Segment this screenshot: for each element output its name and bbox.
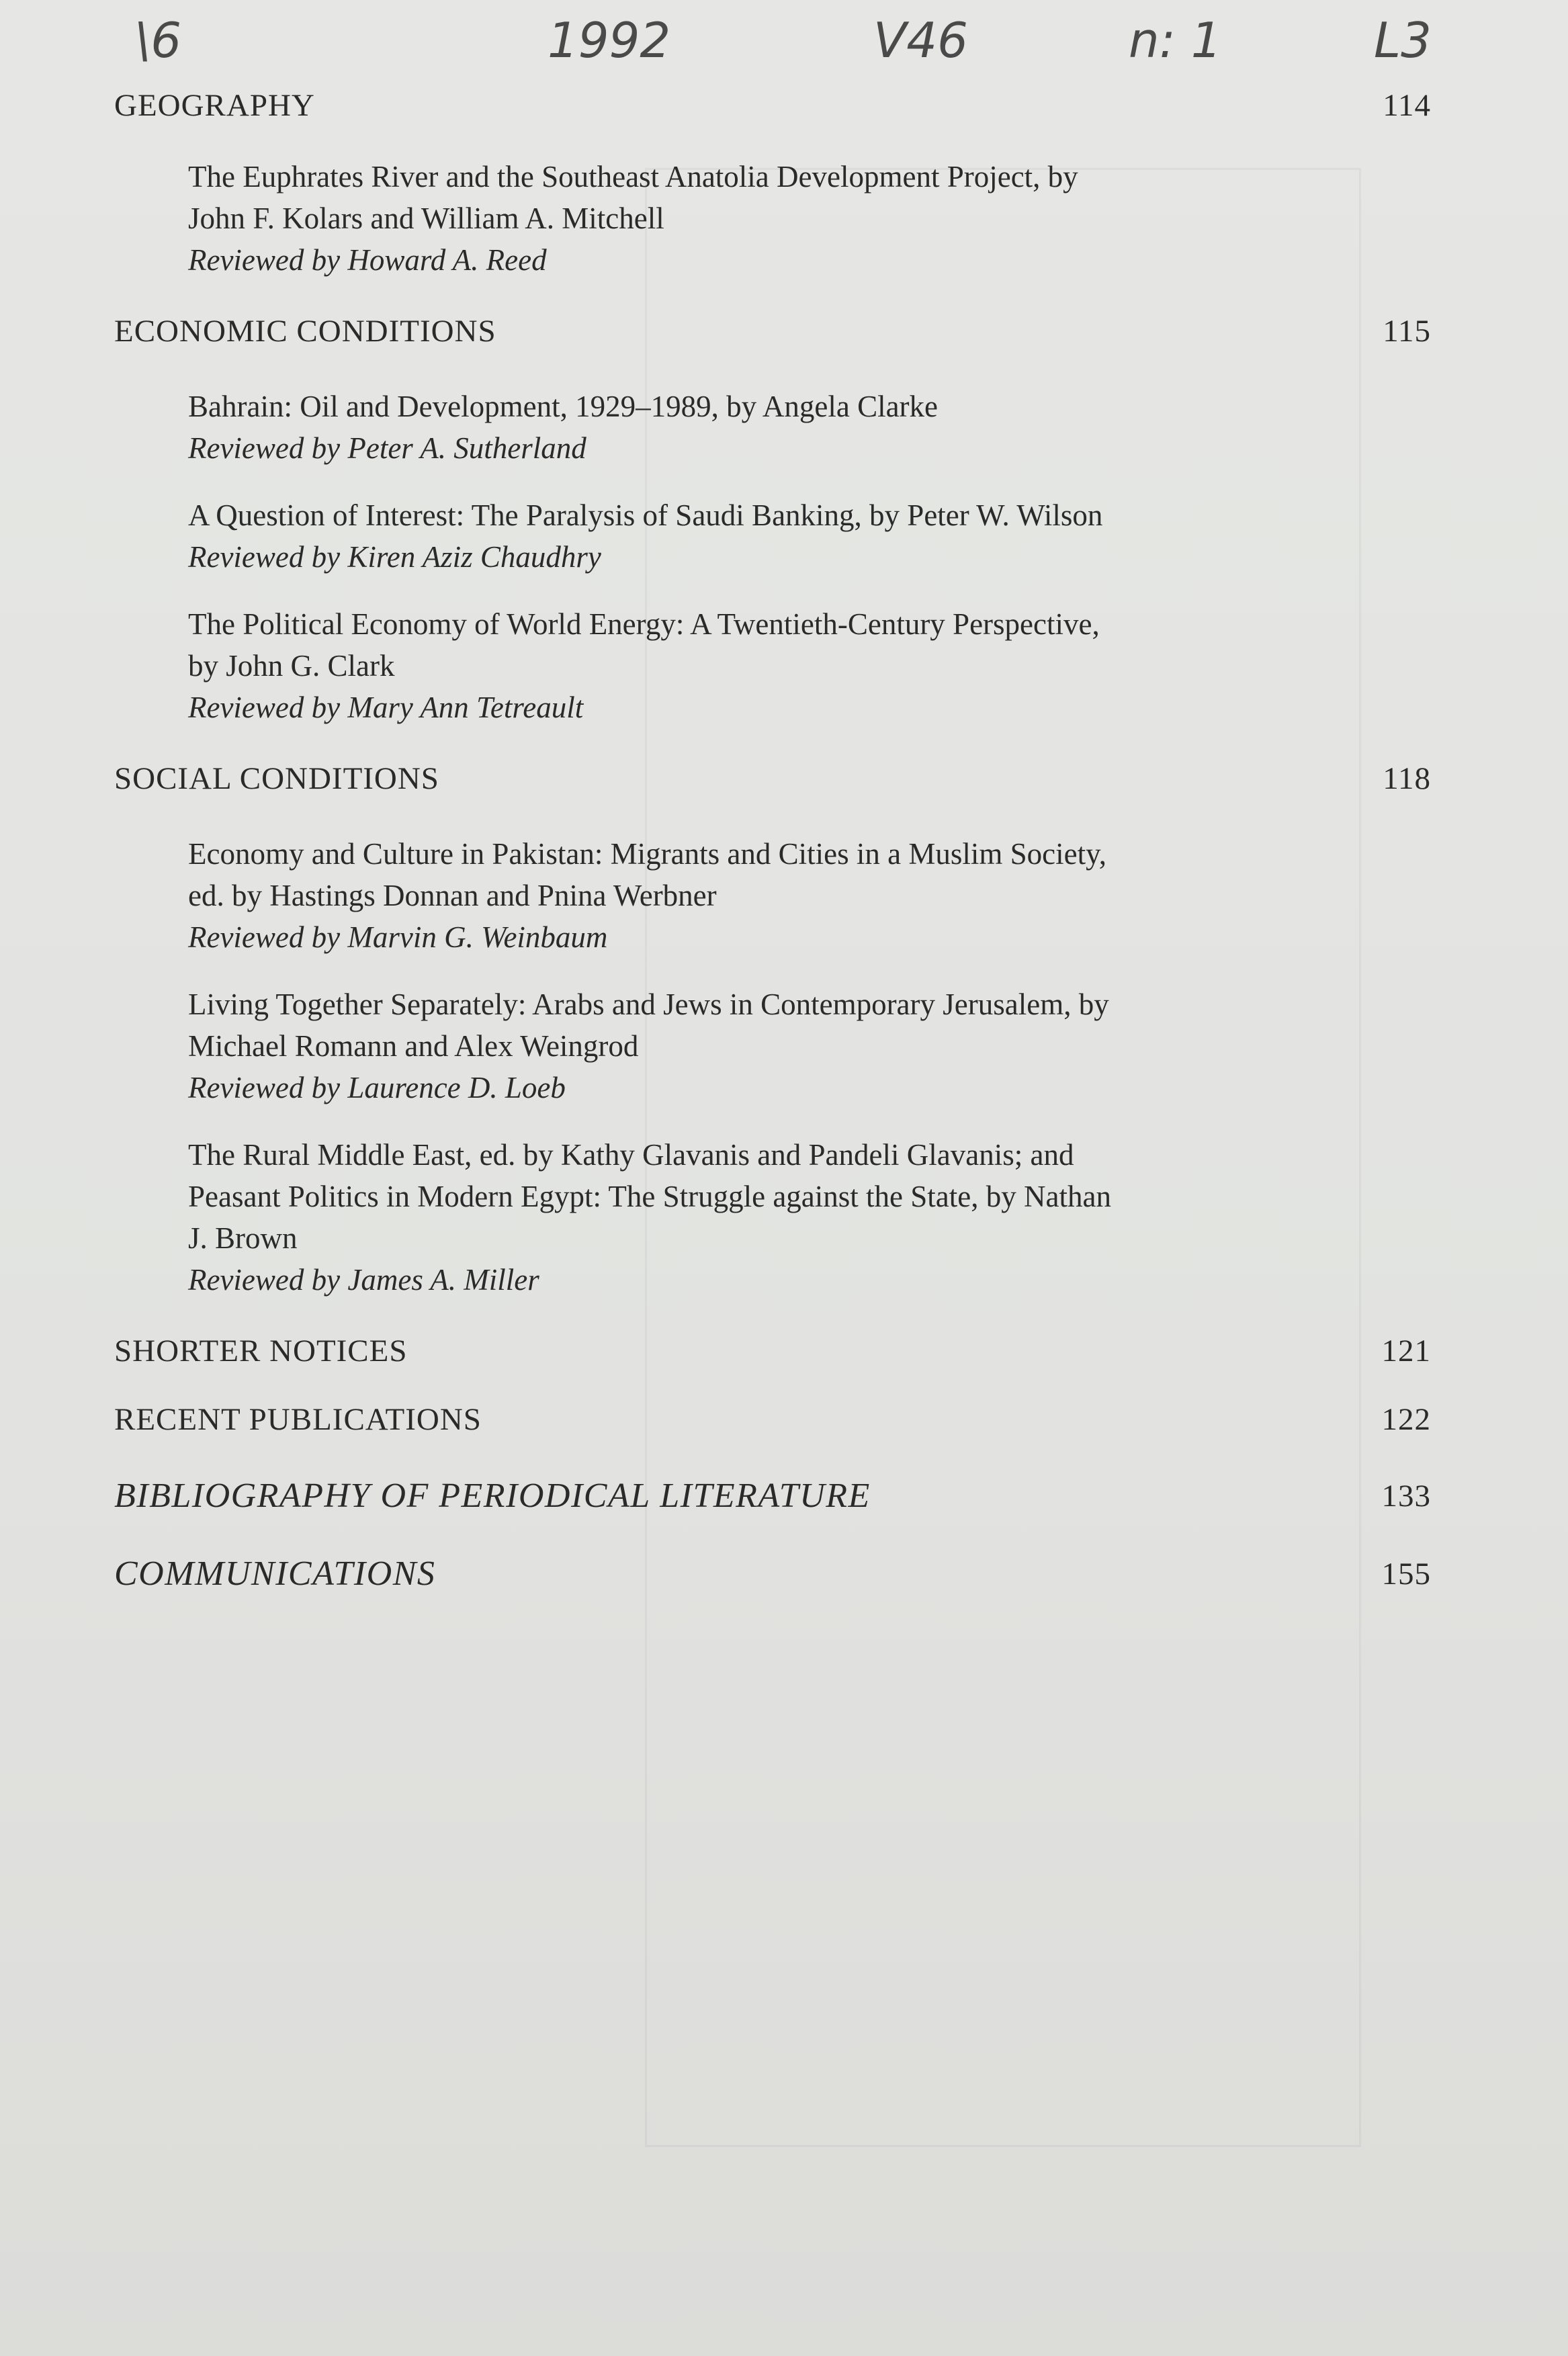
section-title: COMMUNICATIONS [114, 1555, 436, 1593]
handwritten-year: 1992 [548, 12, 671, 69]
entry-title-line: John F. Kolars and William A. Mitchell [188, 202, 664, 235]
section-title: RECENT PUBLICATIONS [114, 1402, 482, 1437]
entry-title-line: The Euphrates River and the Southeast Anatolia Development Project, by [188, 160, 1078, 193]
section-heading-communications [114, 1549, 1431, 1599]
section-page-number: 133 [1381, 1479, 1431, 1514]
toc-entry [188, 386, 1303, 469]
toc-entry [188, 494, 1303, 578]
section-page-number: 122 [1381, 1402, 1431, 1437]
toc-entry [188, 984, 1303, 1108]
section-title: GEOGRAPHY [114, 88, 315, 123]
entry-reviewer: Reviewed by Howard A. Reed [188, 243, 547, 277]
handwritten-number: n: 1 [1129, 12, 1222, 69]
entry-title-line: Peasant Politics in Modern Egypt: The Struggle against the State, by Nathan [188, 1180, 1111, 1213]
entry-reviewer: Reviewed by Marvin G. Weinbaum [188, 920, 608, 954]
section-page-number: 115 [1383, 314, 1431, 349]
section-title: BIBLIOGRAPHY OF PERIODICAL LITERATURE [114, 1477, 871, 1515]
entry-title-line: by John G. Clark [188, 649, 395, 683]
entry-title-line: The Rural Middle East, ed. by Kathy Glavanis and Pandeli Glavanis; and [188, 1138, 1074, 1172]
section-heading-economic-conditions [114, 306, 1431, 356]
handwritten-note: \6 [134, 12, 182, 69]
toc-entry [188, 833, 1303, 958]
section-page-number: 155 [1381, 1557, 1431, 1591]
entry-title-line: The Political Economy of World Energy: A Twentieth-Century Perspective, [188, 607, 1100, 641]
section-heading-bibliography [114, 1471, 1431, 1521]
toc-entry [188, 156, 1303, 281]
section-page-number: 121 [1381, 1334, 1431, 1368]
handwritten-catalog-notes [0, 12, 1568, 86]
entry-reviewer: Reviewed by Kiren Aziz Chaudhry [188, 540, 601, 574]
entry-reviewer: Reviewed by Laurence D. Loeb [188, 1071, 566, 1104]
section-heading-geography [114, 81, 1431, 130]
table-of-contents [114, 81, 1431, 1599]
entry-title-line: Bahrain: Oil and Development, 1929–1989, by Angela Clarke [188, 390, 939, 423]
section-title: SHORTER NOTICES [114, 1334, 408, 1368]
handwritten-code: L3 [1374, 12, 1432, 69]
entry-title-line: J. Brown [188, 1221, 298, 1255]
entry-reviewer: Reviewed by James A. Miller [188, 1263, 539, 1297]
entry-title-line: Economy and Culture in Pakistan: Migrants and Cities in a Muslim Society, [188, 837, 1106, 871]
entry-title-line: A Question of Interest: The Paralysis of Saudi Banking, by Peter W. Wilson [188, 498, 1103, 532]
toc-entry [188, 603, 1303, 728]
section-heading-recent-publications [114, 1395, 1431, 1444]
section-page-number: 118 [1383, 761, 1431, 796]
section-page-number: 114 [1383, 88, 1431, 123]
section-heading-shorter-notices [114, 1326, 1431, 1376]
section-title: SOCIAL CONDITIONS [114, 761, 439, 796]
entry-reviewer: Reviewed by Peter A. Sutherland [188, 431, 586, 465]
section-heading-social-conditions [114, 754, 1431, 803]
entry-reviewer: Reviewed by Mary Ann Tetreault [188, 691, 584, 724]
toc-entry [188, 1134, 1303, 1301]
entry-title-line: Living Together Separately: Arabs and Jews in Contemporary Jerusalem, by [188, 988, 1109, 1021]
entry-title-line: Michael Romann and Alex Weingrod [188, 1029, 639, 1063]
section-title: ECONOMIC CONDITIONS [114, 314, 496, 349]
entry-title-line: ed. by Hastings Donnan and Pnina Werbner [188, 879, 717, 912]
handwritten-volume: V46 [873, 12, 968, 69]
